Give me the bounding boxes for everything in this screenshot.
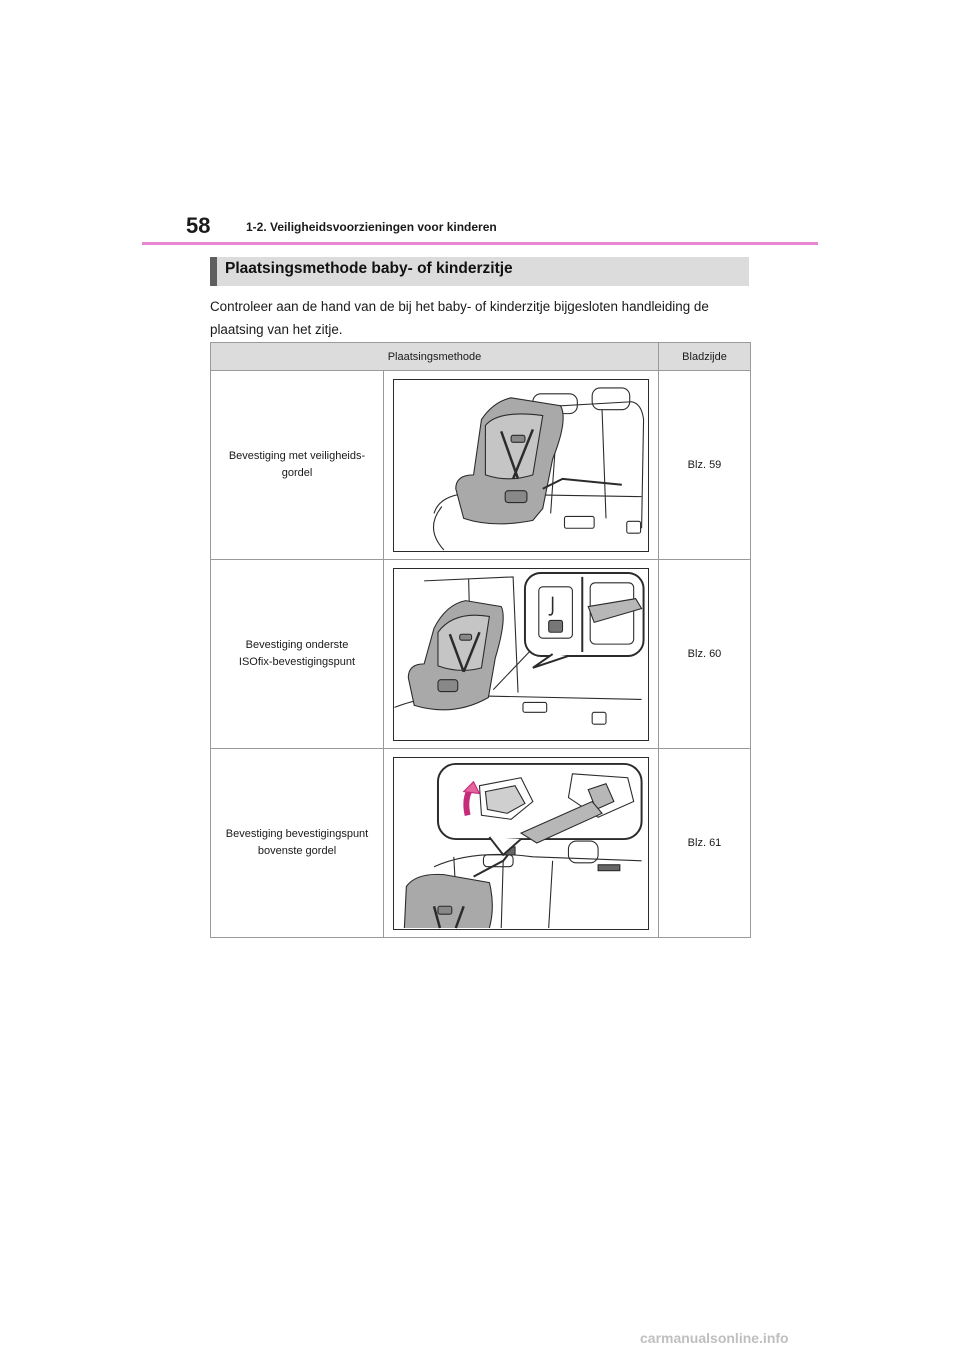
column-header-page: Bladzijde: [659, 343, 751, 371]
method-cell: [211, 560, 384, 749]
table-row: [211, 749, 751, 938]
page-cell: Blz. 60: [659, 560, 751, 749]
column-header-method: Plaatsingsmethode: [211, 343, 659, 371]
page-cell: Blz. 59: [659, 371, 751, 560]
method-cell: [211, 371, 384, 560]
method-label-line2: gordel: [281, 467, 313, 479]
section-title: Plaatsingsmethode baby- of kinderzitje: [225, 260, 513, 277]
method-label-line1: Bevestiging bevestigingspunt: [225, 828, 369, 840]
illustration-cell: [384, 749, 659, 938]
top-tether-installation-illustration: [393, 757, 649, 930]
page-cell: Blz. 61: [659, 749, 751, 938]
method-label-line2: bovenste gordel: [257, 845, 337, 857]
placement-methods-table: [210, 342, 751, 938]
section-heading: [210, 257, 749, 286]
seatbelt-installation-illustration: [393, 379, 649, 552]
method-cell: [211, 749, 384, 938]
illustration-cell: [384, 560, 659, 749]
isofix-installation-illustration: [393, 568, 649, 741]
intro-paragraph: Controleer aan de hand van de bij het baby- of kinderzitje bijgesloten handleiding de plaatsing van het zitje.: [210, 299, 709, 337]
chapter-title: 1-2. Veiligheidsvoorzieningen voor kinderen: [246, 220, 497, 234]
table-header-row: [211, 343, 751, 371]
method-label-line2: ISOfix-bevestigingspunt: [238, 656, 356, 668]
method-label-line1: Bevestiging onderste: [245, 639, 349, 651]
header-divider: [142, 242, 818, 245]
watermark: carmanualsonline.info: [640, 1330, 789, 1346]
page-number: 58: [186, 213, 211, 238]
method-label-line1: Bevestiging met veiligheids-: [228, 450, 366, 462]
table-row: [211, 560, 751, 749]
illustration-cell: [384, 371, 659, 560]
table-row: [211, 371, 751, 560]
